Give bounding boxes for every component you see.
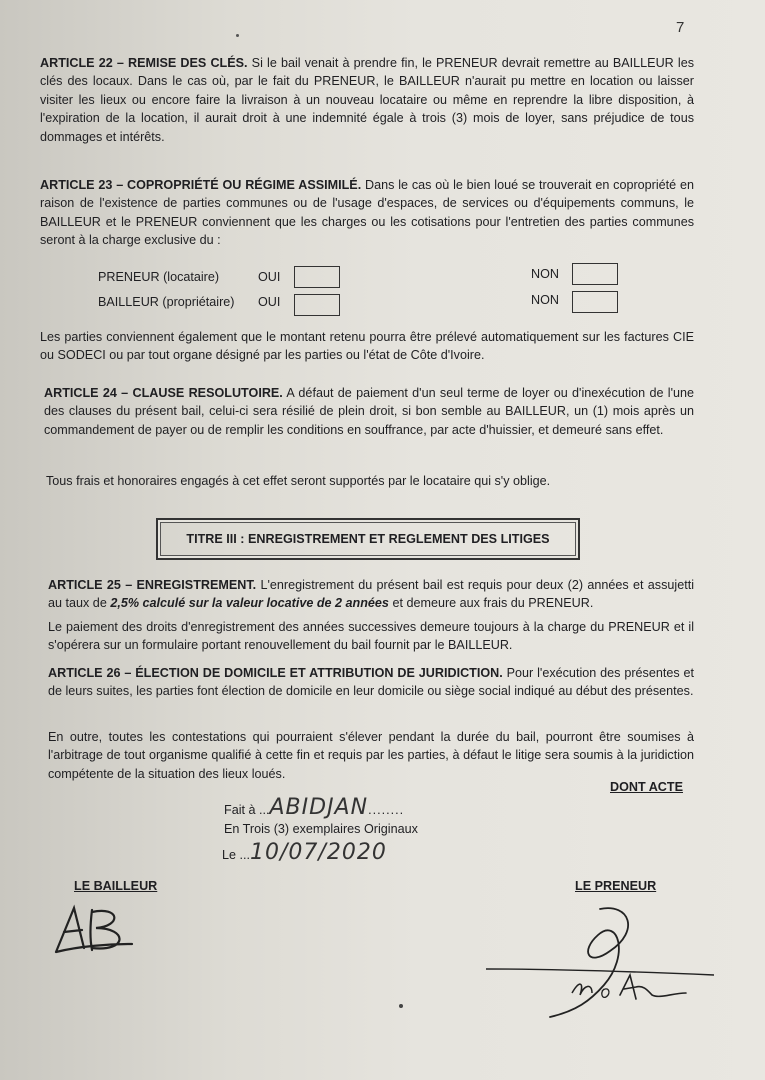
fait-a-handwritten: ABIDJAN	[269, 795, 369, 820]
article-23	[40, 176, 694, 250]
article-24-paragraph-2: Tous frais et honoraires engagés à cet effet seront supportés par le locataire qui s'y oblige.	[46, 474, 551, 488]
article-24-heading: ARTICLE 24 – CLAUSE RESOLUTOIRE.	[44, 386, 283, 400]
bailleur-signature-label: LE BAILLEUR	[74, 879, 158, 893]
date-label: Le ...	[222, 848, 251, 862]
bailleur-choice-row	[98, 294, 234, 310]
article-25-emphasis: 2,5% calculé sur la valeur locative de 2 années	[110, 596, 389, 611]
article-23-paragraph-2: Les parties conviennent également que le montant retenu pourra être prélevé automatiquement sur les factures CIE ou SODECI ou par tout organe désigné par les parties ou l'état de Côte d'Ivoire.	[40, 330, 694, 363]
article-24	[44, 384, 694, 439]
article-26-heading: ARTICLE 26 – ÉLECTION DE DOMICILE ET ATTRIBUTION DE JURIDICTION.	[48, 666, 503, 680]
preneur-label: PRENEUR (locataire)	[98, 270, 220, 284]
preneur-signature	[480, 895, 720, 1020]
bailleur-non-checkbox[interactable]	[572, 291, 618, 313]
fait-a-line: Fait à ...ABIDJAN........	[224, 795, 405, 820]
paper-speck	[399, 1004, 403, 1008]
article-25-text-b: et demeure aux frais du PRENEUR.	[388, 596, 594, 611]
exemplaires-line: En Trois (3) exemplaires Originaux	[224, 822, 418, 836]
date-line	[222, 840, 387, 865]
titre-3-heading: TITRE III : ENREGISTREMENT ET REGLEMENT DES LITIGES	[186, 532, 550, 546]
bailleur-non-label: NON	[531, 293, 559, 307]
paper-speck	[236, 34, 239, 37]
date-handwritten: 10/07/2020	[250, 840, 387, 865]
article-25	[48, 576, 694, 613]
bailleur-label: BAILLEUR (propriétaire)	[98, 295, 235, 309]
article-25-heading: ARTICLE 25 – ENREGISTREMENT.	[48, 578, 257, 592]
article-23-text: Dans le cas où le bien loué se trouverait en copropriété en raison de l'existence de parties communes ou de l'usage d'espaces, de services ou d'équipements communs, le BAILLEUR et le PRENEUR conviennent que les charges ou les cotisations pour l'entretien des parties communes seront à la charge exclusive du :	[40, 178, 694, 248]
bailleur-oui-checkbox[interactable]	[294, 294, 340, 316]
preneur-non-checkbox[interactable]	[572, 263, 618, 285]
dont-acte: DONT ACTE	[610, 780, 683, 794]
preneur-non-label: NON	[531, 267, 559, 281]
fait-a-label: Fait à ...	[224, 803, 270, 817]
page-number: 7	[676, 19, 685, 36]
preneur-oui-checkbox[interactable]	[294, 266, 340, 288]
article-26	[48, 664, 694, 701]
article-25-paragraph-2: Le paiement des droits d'enregistrement des années successives demeure toujours à la charge du PRENEUR et il s'opérera sur un formulaire portant renouvellement du bail fournit par le BAILLEUR.	[48, 620, 694, 653]
preneur-choice-row	[98, 269, 219, 285]
article-22-heading: ARTICLE 22 – REMISE DES CLÉS.	[40, 56, 248, 70]
article-22	[40, 54, 694, 146]
article-22-text: Si le bail venait à prendre fin, le PRENEUR devrait remettre au BAILLEUR les clés des locaux. Dans le cas où, par le fait du PRENEUR, le BAILLEUR n'aurait pu mettre en location ou laisser visiter les lieux ou encore faire la livraison à un nouveau locataire ou même en reprendre la libre disposition, à l'expiration de la location, il aurait droit à une indemnité égale à trois (3) mois de loyer, sans préjudice de tous dommages et intérêts.	[40, 56, 694, 144]
article-25-text-a: L'enregistrement du présent bail est requis pour deux (2) années et assujetti au taux de	[48, 578, 695, 611]
article-24-text: A défaut de paiement d'un seul terme de loyer ou d'inexécution de l'une des clauses du présent bail, celui-ci sera résilié de plein droit, si bon semble au BAILLEUR, un (1) mois après un commandement de payer ou de remplir les conditions en souffrance, par acte d'huissier, et demeuré sans effet.	[44, 386, 694, 437]
titre-3-box	[156, 518, 580, 560]
article-26-text: Pour l'exécution des présentes et de leurs suites, les parties font élection de domicile en leur domicile ou siège social indiqué au début des présentes.	[48, 666, 695, 699]
preneur-signature-label: LE PRENEUR	[575, 879, 657, 893]
article-23-heading: ARTICLE 23 – COPROPRIÉTÉ OU RÉGIME ASSIMILÉ.	[40, 178, 362, 192]
article-26-paragraph-2: En outre, toutes les contestations qui pourraient s'élever pendant la durée du bail, pourront être soumises à l'arbitrage de tout organisme qualifié à cette fin et requis par les parties, à défaut le litige sera soumis à la juridiction compétente de la situation des lieux loués.	[48, 730, 694, 781]
preneur-oui-label: OUI	[258, 270, 281, 284]
bailleur-oui-label: OUI	[258, 295, 281, 309]
bailleur-signature	[50, 900, 140, 960]
